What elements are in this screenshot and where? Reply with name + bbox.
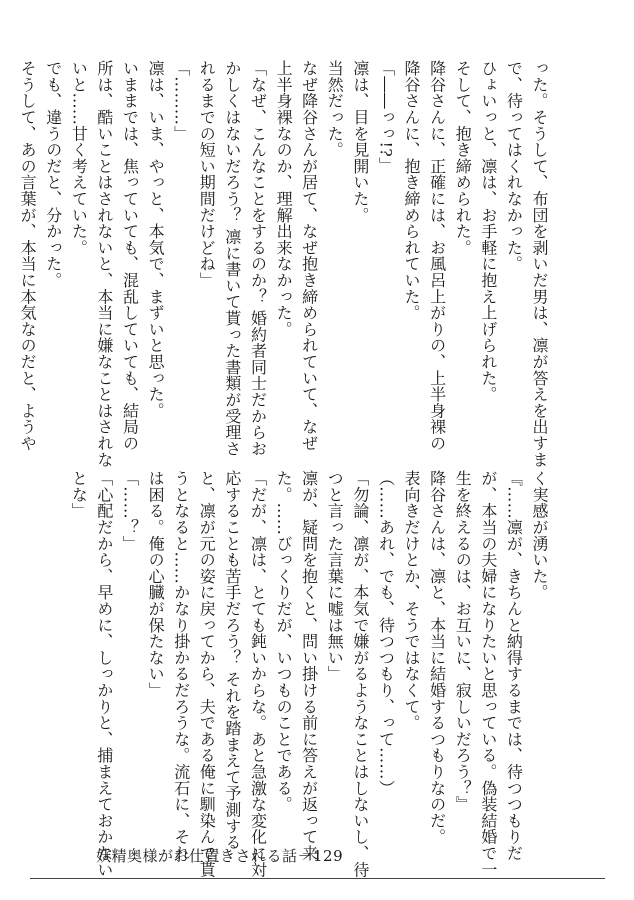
text-column: そうして、あの言葉が、本当に本気なのだと、ようや [18, 60, 38, 452]
text-column: 降谷さんは、凛と、本当に結婚するつもりなのだ。 [427, 470, 447, 845]
text-column: った。そうして、布団を剥いだ男は、凛が答えを出すま [530, 60, 549, 468]
text-column: が、本当の夫婦になりたいと思っている。偽装結婚で一 [478, 470, 498, 878]
text-column: 凛は、いま、やっと、本気で、まずいと思った。 [146, 60, 166, 419]
text-column: そして、抱き締められた。 [453, 60, 473, 256]
text-column: 応することも苦手だろう？ それを踏まえて予測する [222, 470, 242, 851]
text-column: とな」 [69, 470, 89, 519]
text-column: と、凛が元の姿に戻ってから、夫である俺に馴染んで貰 [197, 470, 217, 878]
text-column: 「だが、凛は、とても鈍いからな。あと急激な変化に対 [248, 470, 268, 878]
text-column: で、待ってはくれなかった。 [504, 60, 524, 272]
text-column: 上半身裸なのか、理解出来なかった。 [274, 60, 294, 338]
text-column: 「心配だから、早めに、しっかりと、捕まえておかない [94, 470, 114, 878]
text-column: つと言った言葉に嘘は無い」 [325, 470, 345, 682]
text-column: （……あれ、でも、待つつもり、って……） [376, 470, 396, 796]
text-column: いと……甘く考えていた。 [69, 60, 89, 256]
text-column: 表向きだけとか、そうではなくて。 [402, 470, 422, 731]
text-column: 「………」 [171, 60, 191, 142]
text-column: うとなると……かなり掛かるだろうな。流石に、それ [171, 470, 191, 862]
text-column: 凛は、目を見開いた。 [350, 60, 370, 223]
text-column: いままでは、焦っていても、混乱していても、結局の [120, 60, 140, 452]
upper-text-block [18, 60, 552, 468]
footer-rule [30, 878, 605, 879]
text-column: ひょいっと、凛は、お手軽に抱え上げられた。 [478, 60, 498, 403]
text-column: 生を終えるのは、お互いに、寂しいだろう？』 [453, 470, 473, 813]
text-column: かしくはないだろう？ 凛に書いて貰った書類が受理さ [222, 60, 242, 457]
text-column: 降谷さんに、正確には、お風呂上がりの、上半身裸の [427, 60, 447, 452]
text-column: 所は、酷いことはされないと、本当に嫌なことはされな [94, 60, 114, 468]
text-column: 「なぜ、こんなことをするのか？ 婚約者同士だからお [248, 60, 268, 457]
text-column: 降谷さんに、抱き締められていた。 [402, 60, 422, 321]
text-column: は困る。俺の心臓が保たない」 [146, 470, 166, 699]
text-column: く実感が湧いた。 [530, 470, 549, 601]
text-column: 『……凛が、きちんと納得するまでは、待つつもりだ [504, 470, 524, 862]
text-column: 「……？」 [120, 470, 140, 552]
text-column: 「勿論、凛が、本気で嫌がるようなことはしないし、待 [350, 470, 370, 878]
text-column: なぜ降谷さんが居て、なぜ抱き締められていて、なぜ [299, 60, 319, 452]
text-column: 「――っっ!?」 [376, 60, 396, 174]
running-footer: 妖精奥様がお仕置きされる話－129 [96, 847, 344, 865]
text-column: た。……びっくりだが、いつものことである。 [274, 470, 294, 813]
text-column: 当然だった。 [325, 60, 345, 158]
text-column: 凛が、疑問を抱くと、問い掛ける前に答えが返って来 [299, 470, 319, 862]
text-column: れるまでの短い期間だけどね」 [197, 60, 217, 289]
text-column: でも、違うのだと、分かった。 [43, 60, 63, 289]
